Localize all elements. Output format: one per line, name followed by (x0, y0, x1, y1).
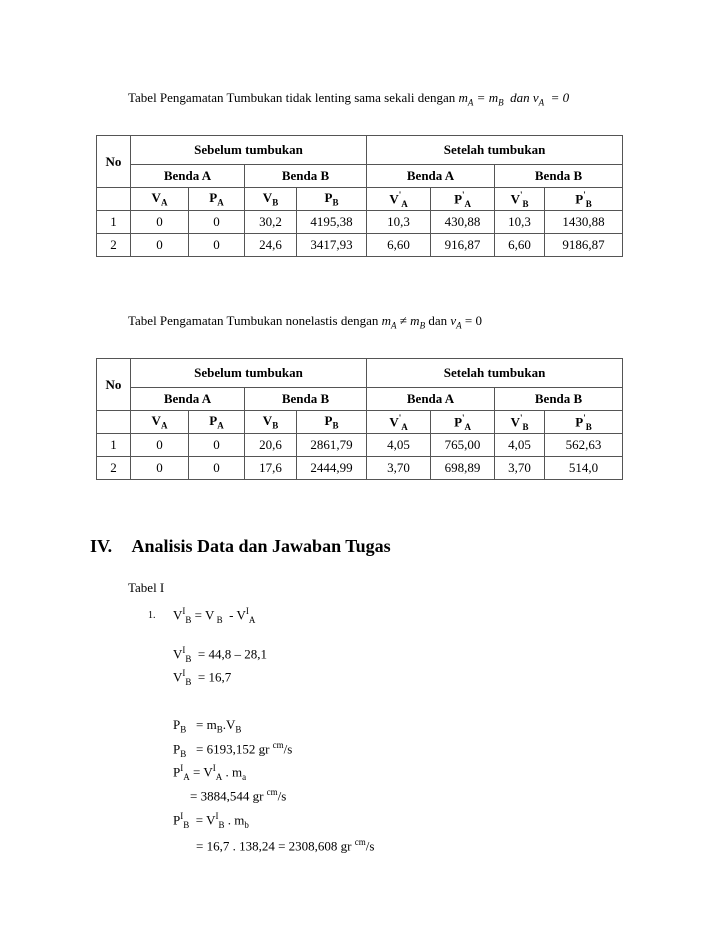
table1-after-body-b: Benda B (495, 165, 623, 188)
eq-line-6: $P^I_A = V^I_A$ . $m_a$ (173, 763, 247, 782)
eq-line-2: $V^I_B = 44,8 - 28,1$ (173, 645, 267, 664)
eq-line-3: $V^I_B = 16,7$ (173, 668, 232, 687)
table-cell: 24,6 (245, 234, 297, 257)
table-cell: 3,70 (495, 457, 545, 480)
table-cell: 6,60 (495, 234, 545, 257)
table-cell: 0 (131, 211, 189, 234)
table-cell: 1 (97, 211, 131, 234)
table-cell: 6,60 (367, 234, 431, 257)
table2 (96, 358, 623, 480)
table2-caption: Tabel Pengamatan Tumbukan nonelastis dengan $m_A \ne m_B$ dan $v_A = 0$ (128, 313, 482, 331)
table-row (97, 234, 623, 257)
table-cell: 3417,93 (297, 234, 367, 257)
table-cell: 0 (189, 211, 245, 234)
table-cell: 514,0 (545, 457, 623, 480)
table1-col-va: $V_A$ (131, 188, 189, 211)
table2-no-header: No (97, 359, 131, 411)
table2-blank-cell (97, 411, 131, 434)
eq-line-5-value: = 6193,152 gr (196, 741, 270, 757)
table2-before-body-b: Benda B (245, 388, 367, 411)
table1-col-pa-prime: $P'_A$ (431, 188, 495, 211)
table-cell: 562,63 (545, 434, 623, 457)
table2-caption-formula: $m_A \ne m_B$ (381, 313, 426, 331)
table-cell: 9186,87 (545, 234, 623, 257)
eq-line-1: $V^I_B = V$ $_B - V^I_A$ (173, 606, 256, 625)
table-cell: 17,6 (245, 457, 297, 480)
table2-before-body-a: Benda A (131, 388, 245, 411)
table2-before-header: Sebelum tumbukan (131, 359, 367, 388)
eq-line-8: $P^I_B = V^I_B$ . $m_b$ (173, 811, 249, 830)
table-cell: 4195,38 (297, 211, 367, 234)
table-cell: 2 (97, 457, 131, 480)
table-cell: 0 (131, 434, 189, 457)
table-cell: 430,88 (431, 211, 495, 234)
table-cell: 3,70 (367, 457, 431, 480)
table1-col-pb: $P_B$ (297, 188, 367, 211)
table-cell: 10,3 (495, 211, 545, 234)
table-cell: 0 (189, 457, 245, 480)
table-cell: 0 (189, 434, 245, 457)
table1-before-header: Sebelum tumbukan (131, 136, 367, 165)
table-cell: 0 (131, 234, 189, 257)
table-cell: 2444,99 (297, 457, 367, 480)
table-row (97, 457, 623, 480)
eq-line-9: = 16,7 . 138,24 = 2308,608 gr $^{cm}$/s (196, 837, 375, 854)
table-cell: 1430,88 (545, 211, 623, 234)
table-row (97, 211, 623, 234)
eq-line-9-value: = 16,7 . 138,24 = 2308,608 gr (196, 838, 352, 854)
list-item-number: 1. (148, 610, 156, 621)
table2-col-va-prime: $V'_A$ (367, 411, 431, 434)
eq-line-7: = 3884,544 gr $^{cm}$/s (190, 787, 287, 804)
table1-before-body-a: Benda A (131, 165, 245, 188)
table-cell: 4,05 (367, 434, 431, 457)
table2-after-body-a: Benda A (367, 388, 495, 411)
table2-col-va: $V_A$ (131, 411, 189, 434)
table-cell: 0 (131, 457, 189, 480)
table1-col-pa: $P_A$ (189, 188, 245, 211)
table2-col-vb-prime: $V'_B$ (495, 411, 545, 434)
table-cell: 1 (97, 434, 131, 457)
table-cell: 2861,79 (297, 434, 367, 457)
eq-line-3-value: = 16,7 (197, 669, 232, 685)
table-cell: 765,00 (431, 434, 495, 457)
table2-col-pb: $P_B$ (297, 411, 367, 434)
section-heading (90, 536, 391, 557)
table1-caption (128, 90, 569, 108)
table2-after-header: Setelah tumbukan (367, 359, 623, 388)
table1-col-vb-prime: $V'_B$ (495, 188, 545, 211)
table1-before-body-b: Benda B (245, 165, 367, 188)
table1-after-body-a: Benda A (367, 165, 495, 188)
eq-line-7-value: = 3884,544 gr (190, 788, 264, 804)
table-row (97, 434, 623, 457)
table-cell: 10,3 (367, 211, 431, 234)
table-cell: 20,6 (245, 434, 297, 457)
section-subtitle: Tabel I (128, 580, 165, 595)
section-title: Analisis Data dan Jawaban Tugas (131, 536, 391, 556)
table1 (96, 135, 623, 257)
eq-line-4: $P_B = m_B.V_B$ (173, 717, 242, 735)
table2-after-body-b: Benda B (495, 388, 623, 411)
table1-no-header: No (97, 136, 131, 188)
table2-col-pb-prime: $P'_B$ (545, 411, 623, 434)
table-cell: 30,2 (245, 211, 297, 234)
table2-col-pa-prime: $P'_A$ (431, 411, 495, 434)
table-cell: 698,89 (431, 457, 495, 480)
table2-caption-text: Tabel Pengamatan Tumbukan nonelastis dengan (128, 313, 379, 328)
table2-col-pa: $P_A$ (189, 411, 245, 434)
table2-col-vb: $V_B$ (245, 411, 297, 434)
table1-after-header: Setelah tumbukan (367, 136, 623, 165)
eq-line-5: $P_B$ = 6193,152 gr $^{cm}$/s (173, 740, 293, 759)
table1-blank-cell (97, 188, 131, 211)
table-cell: 916,87 (431, 234, 495, 257)
table1-col-pb-prime: $P'_B$ (545, 188, 623, 211)
table1-col-va-prime: $V'_A$ (367, 188, 431, 211)
table-cell: 2 (97, 234, 131, 257)
table1-caption-formula: $m_A = m_B$ dan $v_A = 0$ (458, 90, 570, 108)
section-number: IV. (90, 536, 113, 556)
table-cell: 0 (189, 234, 245, 257)
table1-caption-text: Tabel Pengamatan Tumbukan tidak lenting sama sekali dengan (128, 90, 456, 105)
eq-line-2-value: = 44,8 – 28,1 (197, 646, 267, 662)
table1-col-vb: $V_B$ (245, 188, 297, 211)
table-cell: 4,05 (495, 434, 545, 457)
